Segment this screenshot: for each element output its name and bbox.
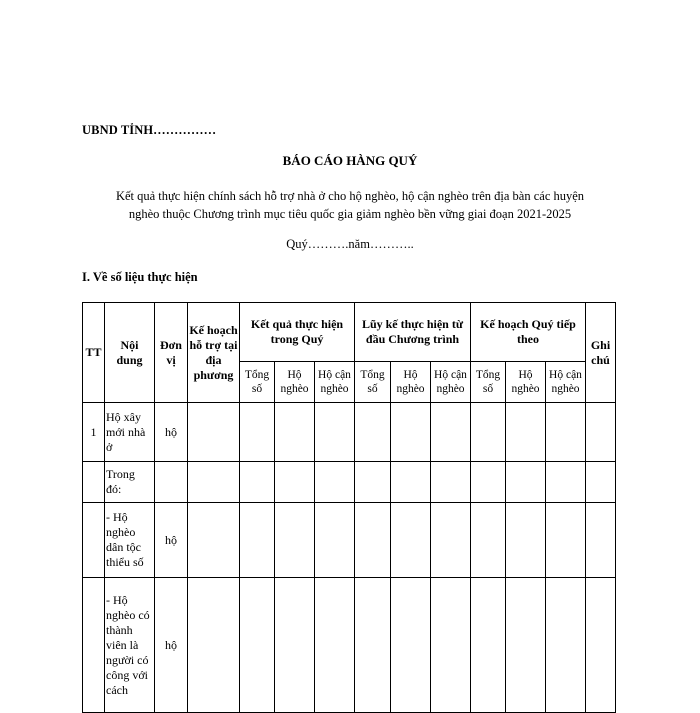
- cell: [391, 462, 431, 503]
- report-table: [82, 302, 616, 713]
- cell: [355, 578, 391, 713]
- cell: [240, 462, 275, 503]
- cell-note: [586, 462, 616, 503]
- cell: [315, 578, 355, 713]
- cell: [391, 503, 431, 578]
- org-label: UBND TỈNH……………: [82, 123, 217, 137]
- table-row: [83, 462, 616, 503]
- cell-local-plan: [188, 578, 240, 713]
- report-title: BÁO CÁO HÀNG QUÝ: [282, 153, 418, 168]
- subtitle-line-2: nghèo thuộc Chương trình mục tiêu quốc gia giảm nghèo bền vững giai đoạn 2021-2025: [128, 207, 572, 221]
- cell: [471, 462, 506, 503]
- header-tt: TT: [83, 303, 105, 403]
- cell: [546, 503, 586, 578]
- subheader-poor: Hộ nghèo: [506, 362, 546, 403]
- header-local-plan: Kế hoạch hỗ trợ tại địa phương: [188, 303, 240, 403]
- cell: [506, 462, 546, 503]
- row-tt: 1: [83, 403, 105, 462]
- row-content: - Hộ nghèo có thành viên là người có công với cách: [105, 578, 155, 713]
- cell: [471, 503, 506, 578]
- cell: [506, 578, 546, 713]
- subheader-total: Tổng số: [355, 362, 391, 403]
- table-row: [83, 578, 616, 713]
- cell-note: [586, 503, 616, 578]
- header-unit: Đơn vị: [155, 303, 188, 403]
- row-tt: [83, 578, 105, 713]
- cell: [315, 462, 355, 503]
- subheader-total: Tổng số: [240, 362, 275, 403]
- cell-local-plan: [188, 503, 240, 578]
- header-cumulative: Lũy kế thực hiện từ đầu Chương trình: [355, 303, 471, 362]
- table-row: [83, 403, 616, 462]
- cell: [431, 403, 471, 462]
- cell-local-plan: [188, 403, 240, 462]
- row-tt: [83, 503, 105, 578]
- row-content: Hộ xây mới nhà ở: [105, 403, 155, 462]
- subheader-near-poor: Hộ cận nghèo: [431, 362, 471, 403]
- header-content: Nội dung: [105, 303, 155, 403]
- subheader-poor: Hộ nghèo: [275, 362, 315, 403]
- cell: [431, 462, 471, 503]
- cell: [506, 503, 546, 578]
- subtitle-line-1: Kết quả thực hiện chính sách hỗ trợ nhà ở cho hộ nghèo, hộ cận nghèo trên địa bàn các huyện: [115, 189, 585, 203]
- report-period: Quý……….năm………..: [286, 237, 414, 251]
- cell: [275, 462, 315, 503]
- cell: [546, 462, 586, 503]
- cell: [431, 578, 471, 713]
- row-unit: hộ: [155, 578, 188, 713]
- cell: [471, 403, 506, 462]
- section-title: I. Về số liệu thực hiện: [82, 270, 198, 284]
- header-quarter-results: Kết quả thực hiện trong Quý: [240, 303, 355, 362]
- cell: [355, 403, 391, 462]
- cell: [240, 403, 275, 462]
- header-note: Ghi chú: [586, 303, 616, 403]
- cell: [391, 403, 431, 462]
- table-row: [83, 503, 616, 578]
- cell: [275, 503, 315, 578]
- cell: [355, 462, 391, 503]
- cell: [240, 503, 275, 578]
- row-unit: hộ: [155, 503, 188, 578]
- cell-note: [586, 578, 616, 713]
- subheader-near-poor: Hộ cận nghèo: [315, 362, 355, 403]
- row-tt: [83, 462, 105, 503]
- cell: [546, 578, 586, 713]
- cell: [240, 578, 275, 713]
- cell: [506, 403, 546, 462]
- subheader-total: Tổng số: [471, 362, 506, 403]
- subheader-near-poor: Hộ cận nghèo: [546, 362, 586, 403]
- cell: [431, 503, 471, 578]
- cell: [275, 578, 315, 713]
- subheader-poor: Hộ nghèo: [391, 362, 431, 403]
- header-row-main: [83, 303, 616, 362]
- cell: [546, 403, 586, 462]
- cell: [391, 578, 431, 713]
- row-unit: hộ: [155, 403, 188, 462]
- row-unit: [155, 462, 188, 503]
- cell: [275, 403, 315, 462]
- row-content: - Hộ nghèo dân tộc thiểu số: [105, 503, 155, 578]
- cell: [315, 503, 355, 578]
- row-content: Trong đó:: [105, 462, 155, 503]
- cell: [315, 403, 355, 462]
- cell-note: [586, 403, 616, 462]
- header-next-quarter-plan: Kế hoạch Quý tiếp theo: [471, 303, 586, 362]
- cell: [355, 503, 391, 578]
- cell: [471, 578, 506, 713]
- report-subtitle: [70, 187, 630, 223]
- cell-local-plan: [188, 462, 240, 503]
